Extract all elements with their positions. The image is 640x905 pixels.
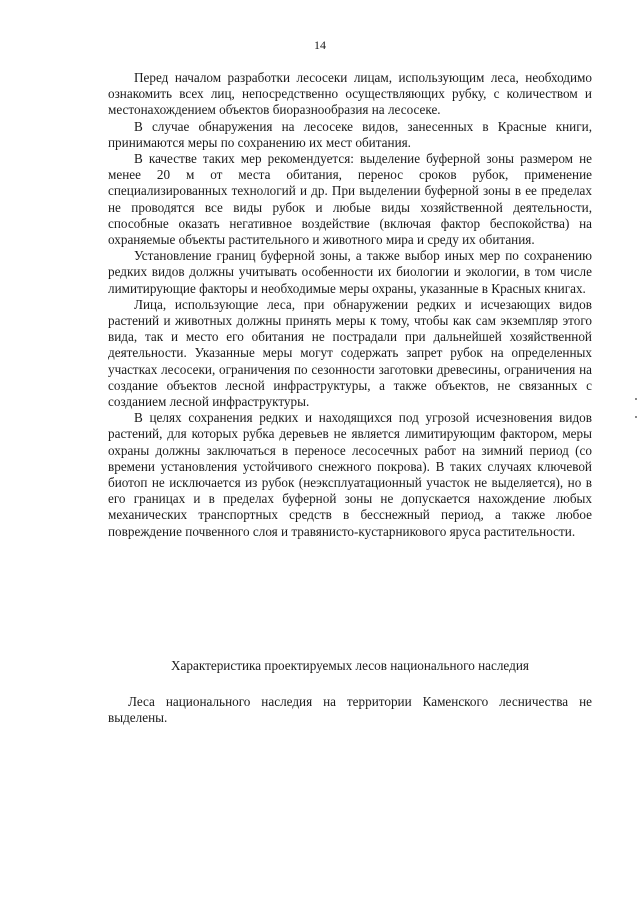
paragraph: Установление границ буферной зоны, а также выбор иных мер по сохранению редких видов должны учитывать особенности их биологии и экологии, в том числе лимитирующие факторы и необходимые меры охраны, указанные в Красных книгах. [108,248,592,296]
paragraph: Лица, использующие леса, при обнаружении редких и исчезающих видов растений и животных должны принять меры к тому, чтобы как сам экземпляр этого вида, так и место его обитания не пострадали при дальнейшей хозяйственной деятельности. Указанные меры могут содержать запрет рубок на определенных участках лесосеки, ограничения по сезонности заготовки древесины, ограничения на создание объектов лесной инфраструктуры, а также объектов, не связанных с созданием лесной инфраструктуры. [108,296,592,410]
scan-speck [635,416,637,418]
paragraph: В целях сохранения редких и находящихся под угрозой исчезновения видов растений, для которых рубка деревьев не является лимитирующим фактором, меры охраны должны заключаться в переносе лесосечных работ на зимний период (со времени установления устойчивого снежного покрова). В таких случаях ключевой биотоп не исключается из рубок (неэксплуатационный участок не выделяется), но в его границах и в пределах буферной зоны не допускается нахождение любых механических транспортных средств в бесснежный период, а также любое повреждение почвенного слоя и травянисто-кустарникового яруса растительности. [108,410,592,539]
paragraph: В качестве таких мер рекомендуется: выделение буферной зоны размером не менее 20 м от места обитания, перенос сроков рубок, применение специализированных технологий и др. При выделении буферной зоны в ее пределах не проводятся все виды рубок и любые виды хозяйственной деятельности, способные оказать негативное воздействие (включая фактор беспокойства) на охраняемые объекты растительного и животного мира и среду их обитания. [108,151,592,248]
section-text [108,694,592,726]
page-number: 14 [314,38,326,52]
paragraph: В случае обнаружения на лесосеке видов, занесенных в Красные книги, принимаются меры по сохранению их мест обитания. [108,118,592,150]
paragraph: Леса национального наследия на территории Каменского лесничества не выделены. [108,694,592,726]
section-heading: Характеристика проектируемых лесов национального наследия [171,658,529,673]
scan-speck [635,398,637,400]
paragraph: Перед началом разработки лесосеки лицам, использующим леса, необходимо ознакомить всех лиц, непосредственно осуществляющих рубку, с количеством и местонахождением объектов биоразнообразия на лесосеке. [108,70,592,118]
body-text [108,70,592,540]
